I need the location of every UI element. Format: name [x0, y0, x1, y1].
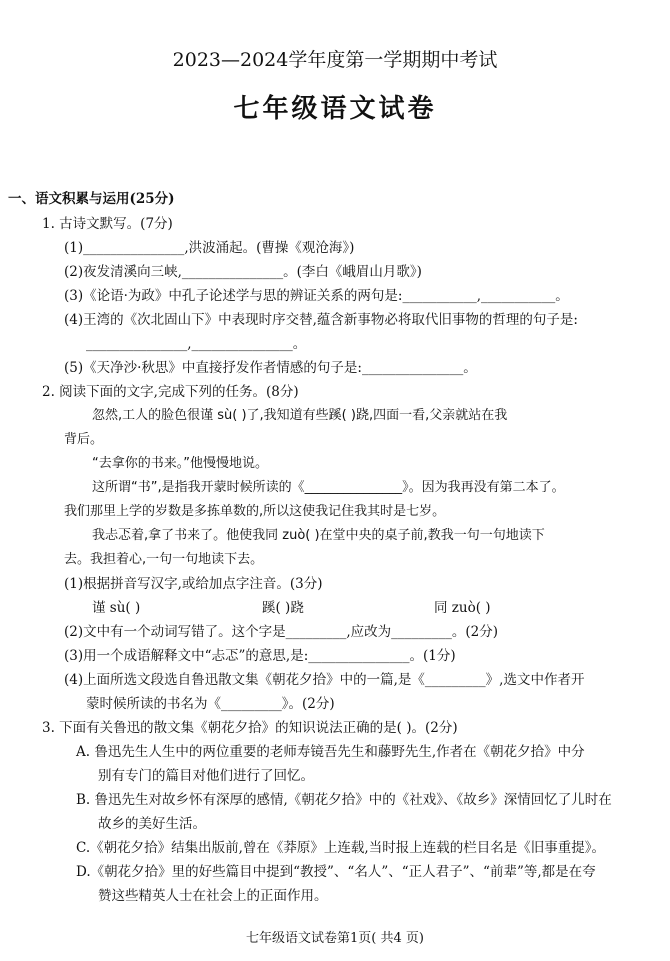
- option-a: A. 鲁迅先生人生中的两位重要的老师寿镜吾先生和藤野先生,作者在《朝花夕拾》中分: [76, 744, 585, 760]
- answer-blank[interactable]: 谨 sù( ): [92, 600, 141, 616]
- question-1-item: _______________,_______________。: [86, 336, 307, 352]
- option-b-cont: 故乡的美好生活。: [98, 816, 206, 832]
- passage-line: 忽然,工人的脸色很谨 sù( )了,我知道有些蹊( )跷,四面一看,父亲就站在我: [92, 408, 508, 423]
- section-heading: 一、语文积累与运用(25分): [8, 191, 175, 207]
- question-2-item: (4)上面所选文段选自鲁迅散文集《朝花夕拾》中的一篇,是《_________》,选文中作者开: [64, 672, 585, 688]
- question-1-stem: 1. 古诗文默写。(7分): [42, 216, 173, 232]
- question-2-item: (1)根据拼音写汉字,或给加点字注音。(3分): [64, 576, 323, 592]
- option-d-cont: 赞这些精英人士在社会上的正面作用。: [98, 888, 328, 904]
- passage-line: “去拿你的书来。”他慢慢地说。: [92, 456, 268, 471]
- question-1-item: (3)《论语·为政》中孔子论述学与思的辨证关系的两句是:___________,___________。: [64, 288, 569, 304]
- question-1-item: (5)《天净沙·秋思》中直接抒发作者情感的句子是:_______________。: [64, 360, 477, 376]
- passage-line: 这所谓“书”,是指我开蒙时候所读的《_______________》。因为我再没有第二本了。: [92, 480, 565, 495]
- answer-blank[interactable]: 蹊( )跷: [262, 600, 304, 616]
- question-1-item: (2)夜发清溪向三峡,_______________。(李白《峨眉山月歌》): [64, 264, 422, 280]
- question-3-stem: 3. 下面有关鲁迅的散文集《朝花夕拾》的知识说法正确的是( )。(2分): [42, 720, 458, 736]
- question-2-item: 蒙时候所读的书名为《_________》。(2分): [86, 696, 335, 712]
- question-1-item: (4)王湾的《次北固山下》中表现时序交替,蕴含新事物必将取代旧事物的哲理的句子是:: [64, 312, 578, 328]
- page-footer: 七年级语文试卷第1页( 共4 页): [246, 931, 424, 946]
- passage-line: 去。我担着心,一句一句地读下去。: [64, 552, 264, 567]
- question-2-item: (2)文中有一个动词写错了。这个字是_________,应改为_________。(2分): [64, 624, 499, 640]
- passage-line: 背后。: [64, 432, 104, 447]
- passage-line: 我忐忑着,拿了书来了。他使我同 zuò( )在堂中央的桌子前,教我一句一句地读下: [92, 528, 545, 543]
- question-2-item: (3)用一个成语解释文中“忐忑”的意思,是:_______________。(1分): [64, 648, 456, 664]
- exam-title: 2023—2024学年度第一学期期中考试: [172, 49, 498, 71]
- question-1-item: (1)_______________,洪波涌起。(曹操《观沧海》): [64, 240, 355, 256]
- question-2-stem: 2. 阅读下面的文字,完成下列的任务。(8分): [42, 384, 299, 400]
- answer-blank[interactable]: 同 zuò( ): [434, 600, 491, 616]
- option-a-cont: 别有专门的篇目对他们进行了回忆。: [98, 768, 314, 784]
- paper-title: 七年级语文试卷: [233, 94, 437, 124]
- option-c: C.《朝花夕拾》结集出版前,曾在《莽原》上连载,当时报上连载的栏目名是《旧事重提》。: [76, 840, 605, 856]
- option-b: B. 鲁迅先生对故乡怀有深厚的感情,《朝花夕拾》中的《社戏》、《故乡》深情回忆了儿时在: [76, 792, 612, 808]
- option-d: D.《朝花夕拾》里的好些篇目中提到“教授”、“名人”、“正人君子”、“前辈”等,都是在夸: [76, 864, 596, 880]
- passage-line: 我们那里上学的岁数是多拣单数的,所以这使我记住我其时是七岁。: [64, 504, 446, 519]
